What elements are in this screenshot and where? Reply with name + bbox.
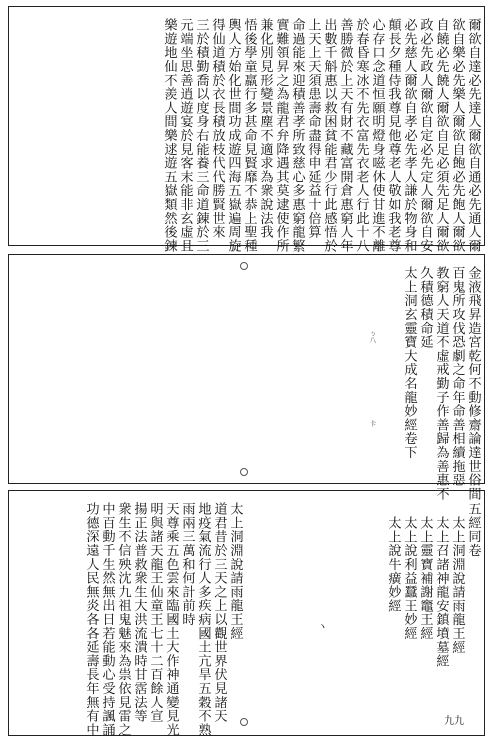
- sutra-column: 道君昔於三天之上以觀世界伏見諸天: [211, 502, 227, 723]
- margin-note: 卡: [368, 420, 377, 427]
- top-column: 悟後學童羸行多甚命見賢靡不恭上聖種: [241, 18, 257, 253]
- toc-item: 太上召諸神龍安鎮墳墓經: [433, 516, 449, 668]
- middle-column: 久積德積命延: [417, 266, 433, 349]
- edit-mark: ヽ: [317, 620, 328, 633]
- middle-column: 太上洞玄靈寶大成名龍妙經卷下: [401, 266, 417, 460]
- top-column: 得仙道積於衣長積放枝代代勝賢世來: [209, 18, 225, 239]
- binding-hole-mark: [240, 468, 248, 476]
- top-column: 樂遊地仙不羨人間樂逑遊五嶽類然後鍊: [161, 18, 177, 253]
- sutra-column: 功德深遠人民無炎各各延壽長年無有中: [83, 502, 99, 737]
- toc-heading: 五經同卷: [465, 502, 481, 558]
- toc-item: 太上靈寶補謝竈王經: [417, 516, 433, 641]
- top-column: 上天上天須患壽命盡得申延益十倍算: [305, 18, 321, 239]
- top-column: 於春昏寒冰不先衣富先衣老人行此十八: [353, 18, 369, 253]
- top-column: 兼化別見形變景塵不適求為衆說法我: [257, 18, 273, 239]
- middle-column: 百鬼所攻伐恐劇之命年命善相續拖惡: [449, 266, 465, 487]
- binding-hole-mark: [240, 262, 248, 270]
- top-column: 政必先政人爾欲自定必先定人爾欲自安: [417, 18, 433, 253]
- top-column: 善勝微於上天有財不藏富開倉惠窮人年: [337, 18, 353, 253]
- middle-column: 金液飛昇造宮乾何不動修齋論達世俗間: [465, 266, 481, 501]
- top-column: 出數千斛惠以救困貧能君少行此感悟於: [321, 18, 337, 253]
- top-column: 心存口念道恒願明燈身嗞休使甘進不離: [369, 18, 385, 253]
- sutra-column: 揚正法普救衆生大洪流潰時甘霑法等: [131, 502, 147, 723]
- top-column: 三於積勤喬以度身右能養三命道錬於三: [193, 18, 209, 253]
- top-column: 命過能來迎積善孝所致慈心多惠窮龍繁: [289, 18, 305, 253]
- sutra-column: 雨兩三萬和何計前時: [179, 502, 195, 627]
- binding-hole-mark: [240, 718, 248, 726]
- page-number: 九九: [444, 716, 464, 727]
- sutra-column: 地疫氣流行人多疾病國土亢旱五穀不熟: [195, 502, 211, 737]
- sutra-column: 明與諸天龍王仙童王七十二百餘人宣: [147, 502, 163, 723]
- top-column: 必先慈人爾欲自孝必先孝人謙於物身和: [401, 18, 417, 253]
- middle-column: 教窮人天道不虛戒勤子作善歸為善惠不: [433, 266, 449, 501]
- sutra-column: 衆生不信殃沈九祖鬼魅來為祟依見雷之: [115, 502, 131, 737]
- top-column: 顛長夕種侍我尊見他尊老人敬如我老尊: [385, 18, 401, 253]
- toc-item: 太上說牛癀妙經: [385, 516, 401, 613]
- sutra-title: 太上洞淵說請雨龍王經: [227, 502, 243, 640]
- sutra-column: 中百動千生然無出日若能動心受持諷誦: [99, 502, 115, 737]
- top-column: 爾欲自達必先達人爾欲自通必先通人爾: [465, 18, 481, 253]
- toc-item: 太上洞淵說請雨龍王經: [449, 516, 465, 654]
- top-column: 元端坐思善逍遊宴於見客末能非玄虛且: [177, 18, 193, 253]
- top-column: 實難領昇之為龍君弁降遇其莫逮使作所: [273, 18, 289, 253]
- toc-item: 太上說利益蠶王妙經: [401, 516, 417, 641]
- top-column: 自饒必先饒人爾欲自足必須先足人爾欲: [433, 18, 449, 253]
- margin-note: ㄅ八: [368, 330, 377, 343]
- top-column: 欲自樂必先樂人爾欲自飽必先飽人爾欲: [449, 18, 465, 253]
- sutra-column: 天尊乘五色雲來臨國土大作神通變見光: [163, 502, 179, 737]
- top-column: 輿人方始化世間功成遊四海五嶽遍周旋: [225, 18, 241, 253]
